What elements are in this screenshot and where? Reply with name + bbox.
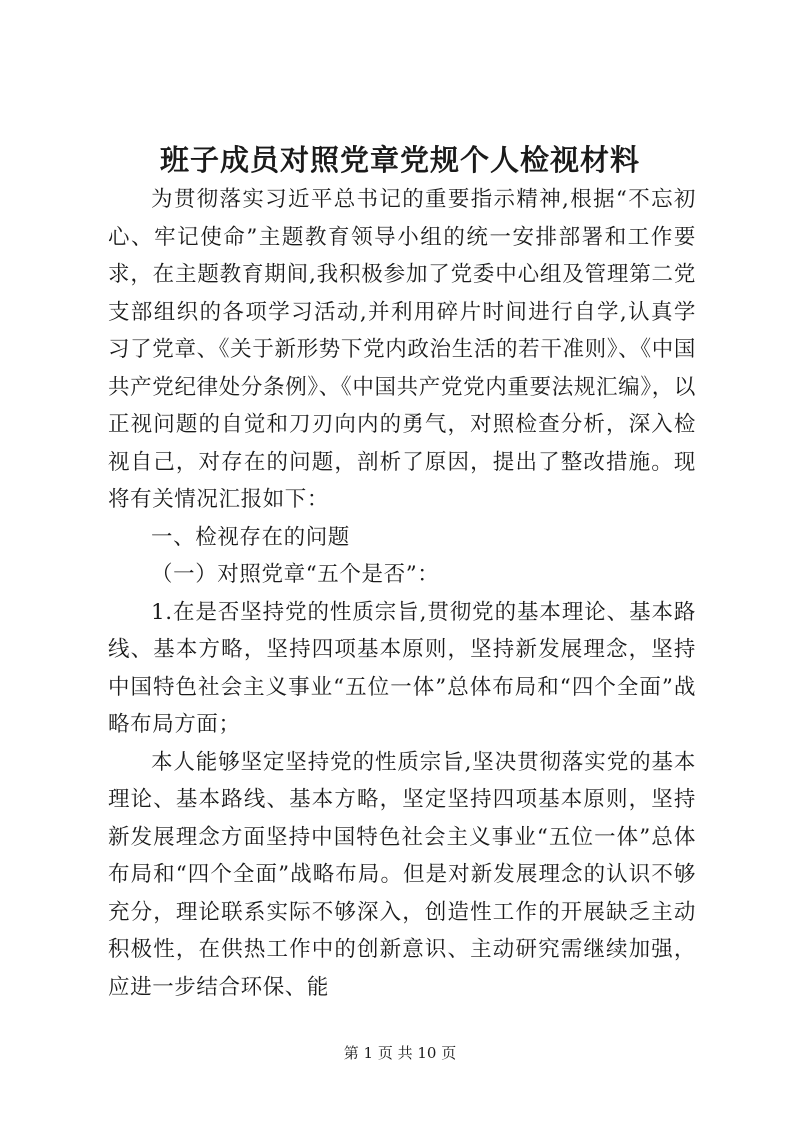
paragraph-self-review: 本人能够坚定坚持党的性质宗旨,坚决贯彻落实党的基本理论、基本路线、基本方略，坚定坚持四项基本原则，坚持新发展理念方面坚持中国特色社会主义事业“五位一体”总体布局和“四个全面”战略布局。但是对新发展理念的认识不够充分，理论联系实际不够深入，创造性工作的开展缺乏主动积极性，在供热工作中的创新意识、主动研究需继续加强，应进一步结合环保、能 bbox=[108, 749, 696, 1000]
section-heading-1: 一、检视存在的问题 bbox=[151, 524, 350, 550]
document-body bbox=[108, 181, 696, 1006]
paragraph-intro: 为贯彻落实习近平总书记的重要指示精神,根据“不忘初心、牢记使命”主题教育领导小组的统一安排部署和工作要求，在主题教育期间,我积极参加了党委中心组及管理第二党支部组织的各项学习活动,并利用碎片时间进行自学,认真学习了党章、《关于新形势下党内政治生活的若干准则》、《中国共产党纪律处分条例》、《中国共产党党内重要法规汇编》，以正视问题的自觉和刀刃向内的勇气，对照检查分析，深入检视自己，对存在的问题，剖析了原因，提出了整改措施。现将有关情况汇报如下： bbox=[108, 187, 696, 512]
subsection-heading-1: （一）对照党章“五个是否”： bbox=[151, 562, 440, 587]
item-1: 1.在是否坚持党的性质宗旨,贯彻党的基本理论、基本路线、基本方略，坚持四项基本原则，坚持新发展理念，坚持中国特色社会主义事业“五位一体”总体布局和“四个全面”战略布局方面； bbox=[108, 599, 696, 737]
page-footer: 第 1 页 共 10 页 bbox=[343, 1044, 457, 1062]
document-title: 班子成员对照党章党规个人检视材料 bbox=[159, 143, 640, 177]
